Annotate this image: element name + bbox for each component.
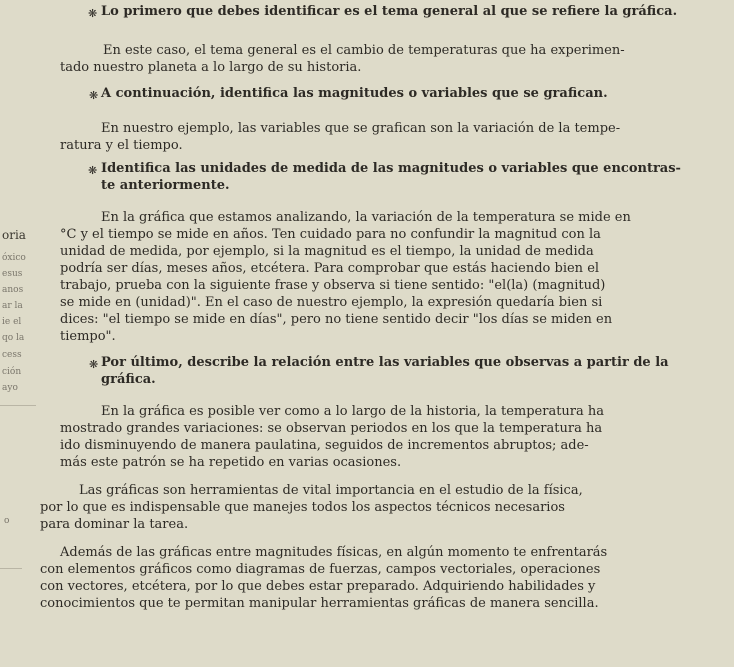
paragraph-line: °C y el tiempo se mide en años. Ten cuidado para no confundir la magnitud con la [60,227,601,242]
bullet-icon: ❋ [88,164,98,177]
margin-fragment: o [4,516,10,526]
paragraph-line: por lo que es indispensable que manejes todos los aspectos técnicos necesarios [40,500,565,515]
paragraph-line: En la gráfica es posible ver como a lo largo de la historia, la temperatura ha [101,404,605,419]
paragraph-line: ratura y el tiempo. [60,138,183,153]
bullet-heading: Por último, describe la relación entre las variables que observas a partir de la [101,355,669,370]
margin-divider [0,568,22,569]
paragraph-line: para dominar la tarea. [40,517,189,532]
margin-fragment: ción [2,367,22,377]
margin-fragment: qo la [2,333,25,343]
paragraph-line: tiempo". [60,329,116,344]
paragraph-line: con vectores, etcétera, por lo que debes estar preparado. Adquiriendo habilidades y [40,579,596,594]
margin-fragment: oria [2,228,26,242]
paragraph-line: conocimientos que te permitan manipular herramientas gráficas de manera sencilla. [40,596,599,611]
paragraph-line: En este caso, el tema general es el cambio de temperaturas que ha experimen- [103,43,625,58]
paragraph-line: trabajo, prueba con la siguiente frase y observa si tiene sentido: "el(la) (magnitud) [60,278,606,293]
bullet-heading: Identifica las unidades de medida de las magnitudes o variables que encontras- [101,161,681,176]
paragraph-line: unidad de medida, por ejemplo, si la magnitud es el tiempo, la unidad de medida [60,244,594,259]
margin-fragment: cess [2,350,22,360]
paragraph-line: tado nuestro planeta a lo largo de su historia. [60,60,362,75]
bullet-heading: A continuación, identifica las magnitudes o variables que se grafican. [101,86,608,101]
paragraph-line: En nuestro ejemplo, las variables que se grafican son la variación de la tempe- [101,121,621,136]
paragraph-line: ido disminuyendo de manera paulatina, seguidos de incrementos abruptos; ade- [60,438,589,453]
bullet-heading: gráfica. [101,372,156,387]
margin-divider [0,405,36,406]
margin-fragment: anos [2,285,24,295]
paragraph-line: podría ser días, meses años, etcétera. Para comprobar que estás haciendo bien el [60,261,600,276]
paragraph-line: mostrado grandes variaciones: se observan periodos en los que la temperatura ha [60,421,603,436]
margin-fragment: óxico [2,253,26,263]
bullet-icon: ❋ [89,89,99,102]
paragraph-line: se mide en (unidad)". En el caso de nuestro ejemplo, la expresión quedaría bien si [60,295,603,310]
margin-fragment: ayo [2,383,18,393]
margin-fragment: ie el [2,317,22,327]
paragraph-line: dices: "el tiempo se mide en días", pero no tiene sentido decir "los días se miden en [60,312,613,327]
margin-fragment: ar la [2,301,23,311]
paragraph-line: más este patrón se ha repetido en varias ocasiones. [60,455,402,470]
margin-fragment: esus [2,269,23,279]
paragraph-line: En la gráfica que estamos analizando, la variación de la temperatura se mide en [101,210,631,225]
bullet-icon: ❋ [89,358,99,371]
paragraph-line: Las gráficas son herramientas de vital importancia en el estudio de la física, [79,483,583,498]
bullet-heading: Lo primero que debes identificar es el tema general al que se refiere la gráfica. [101,4,678,19]
paragraph-line: Además de las gráficas entre magnitudes físicas, en algún momento te enfrentarás [60,545,608,560]
bullet-heading: te anteriormente. [101,178,230,193]
bullet-icon: ❋ [88,7,98,20]
paragraph-line: con elementos gráficos como diagramas de fuerzas, campos vectoriales, operaciones [40,562,601,577]
